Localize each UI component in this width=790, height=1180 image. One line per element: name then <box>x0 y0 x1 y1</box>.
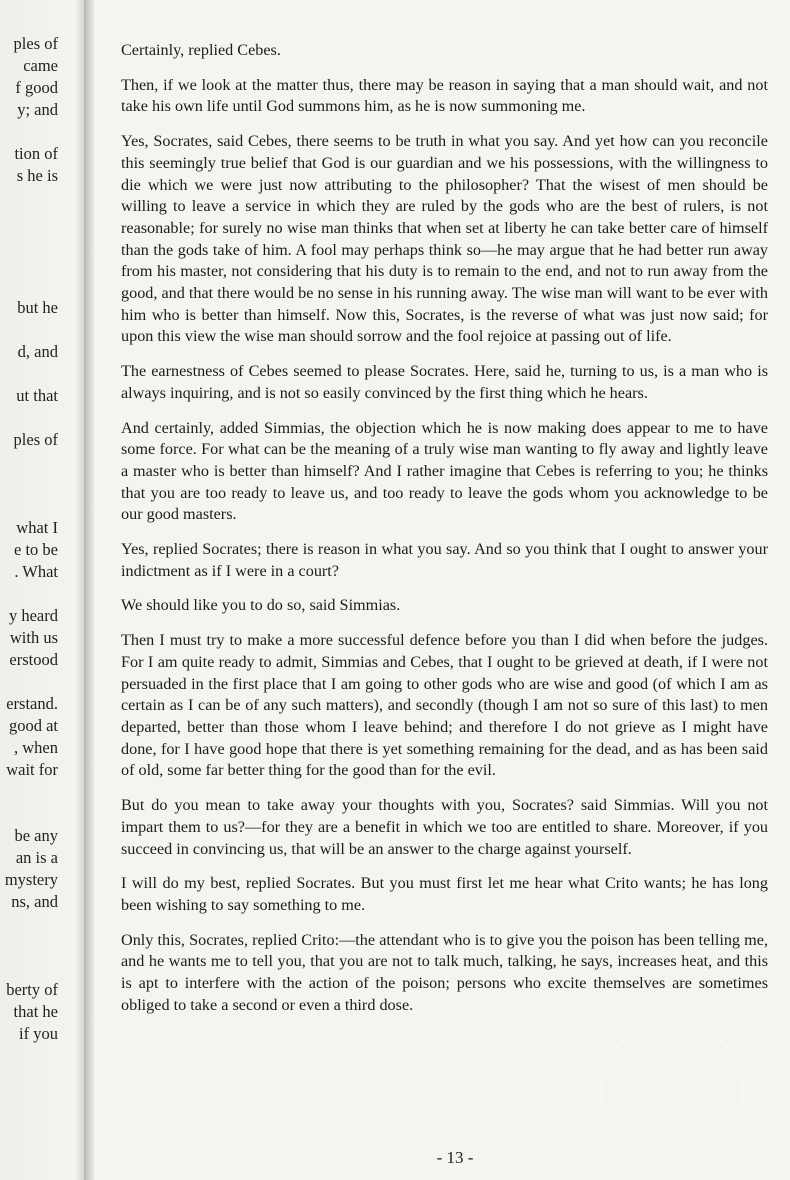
left-page-line: an is a <box>15 848 58 867</box>
left-page-line: but he <box>17 298 58 317</box>
left-page-line: came <box>23 56 58 75</box>
left-page-line: ples of <box>13 430 58 449</box>
watermark-stamp <box>600 1020 744 1164</box>
page-number: - 13 - <box>436 1148 474 1167</box>
page-text <box>121 40 768 1029</box>
left-page-line: what I <box>16 518 58 537</box>
paragraph: Only this, Socrates, replied Crito:—the attendant who is to give you the poison has been telling me, and he wants me to tell you, that you are not to talk much, talking, he says, increases heat, and this is apt to interfere with the action of the poison; persons who excite themselves are sometimes obliged to take a second or even a third dose. <box>121 930 768 1014</box>
paragraph: But do you mean to take away your thoughts with you, Socrates? said Simmias. Will you not impart them to us?—for they are a benefit in which we too are entitled to share. Moreover, if you succeed in convincing us, that will be an answer to the charge against yourself. <box>121 796 768 858</box>
paragraph: Then I must try to make a more successful defence before you than I did when before the judges. For I am quite ready to admit, Simmias and Cebes, that I ought to be grieved at death, if I were not persuaded in the first place that I am going to other gods who are wise and good (of which I am as certain as I can be of any such matters), and secondly (though I am not so sure of this last) to men departed, better than those whom I leave behind; and therefore I do not grieve as I might have done, for I have good hope that there is yet something remaining for the dead, and as has been said of old, some far better thing for the good than for the evil. <box>121 631 768 780</box>
paragraph: Yes, Socrates, said Cebes, there seems to be truth in what you say. And yet how can you reconcile this seemingly true belief that God is our guardian and we his possessions, with the willingness to die which we were just now attributing to the philosopher? That the wisest of men should be willing to leave a service in which they are ruled by the gods who are the best of rulers, is not reasonable; for surely no wise man thinks that when set at liberty he can take better care of himself than the gods take of him. A fool may perhaps think so—he may argue that he had better run away from his master, not considering that his duty is to remain to the end, and not to run away from the good, and that there would be no sense in his running away. The wise man will want to be ever with him who is better than himself. Now this, Socrates, is the reverse of what was just now said; for upon this view the wise man should sorrow and the fool rejoice at passing out of life. <box>121 132 768 346</box>
left-page-line: y heard <box>8 606 58 625</box>
left-page-line: erstand. <box>6 694 58 713</box>
left-page-line: ut that <box>16 386 58 405</box>
left-page-line: berty of <box>6 980 58 999</box>
left-page-line: e to be <box>14 540 58 559</box>
left-page-line: , when <box>14 738 58 757</box>
paragraph: I will do my best, replied Socrates. But you must first let me hear what Crito wants; he has long been wishing to say something to me. <box>121 874 768 914</box>
left-page-line: good at <box>8 716 58 735</box>
left-page-line: d, and <box>17 342 58 361</box>
left-page-line: if you <box>19 1024 58 1043</box>
left-page-line: wait for <box>6 760 58 779</box>
paragraph: And certainly, added Simmias, the objection which he is now making does appear to me to have some force. For what can be the meaning of a truly wise man wanting to fly away and lightly leave a master who is better than himself? And I rather imagine that Cebes is referring to you; he thinks that you are too ready to leave us, and too ready to leave the gods whom you acknowledge to be our good masters. <box>121 418 768 524</box>
left-page-line: be any <box>14 826 58 845</box>
paragraph: Certainly, replied Cebes. <box>121 41 281 59</box>
left-page-line: ples of <box>13 34 58 53</box>
left-page-line: with us <box>9 628 58 647</box>
left-page-line: f good <box>15 78 58 97</box>
paragraph: We should like you to do so, said Simmias. <box>121 596 401 615</box>
left-page-fragment <box>0 0 88 1180</box>
paragraph: Then, if we look at the matter thus, there may be reason in saying that a man should wait, and not take his own life until God summons him, as he is now summoning me. <box>121 75 768 116</box>
left-page-line: y; and <box>17 100 58 119</box>
left-page-line: tion of <box>14 144 58 163</box>
left-page-line: mystery <box>4 870 58 889</box>
left-page-line: . What <box>14 562 58 581</box>
left-page-line: that he <box>13 1002 58 1021</box>
paragraph: The earnestness of Cebes seemed to please Socrates. Here, said he, turning to us, is a man who is always inquiring, and is not so easily convinced by the first thing which he hears. <box>121 362 768 402</box>
paragraph: Yes, replied Socrates; there is reason in what you say. And so you think that I ought to answer your indictment as if I were in a court? <box>121 540 768 580</box>
left-page-line: s he is <box>16 166 58 185</box>
left-page-line: erstood <box>9 650 58 669</box>
left-page-line: ns, and <box>11 892 58 911</box>
